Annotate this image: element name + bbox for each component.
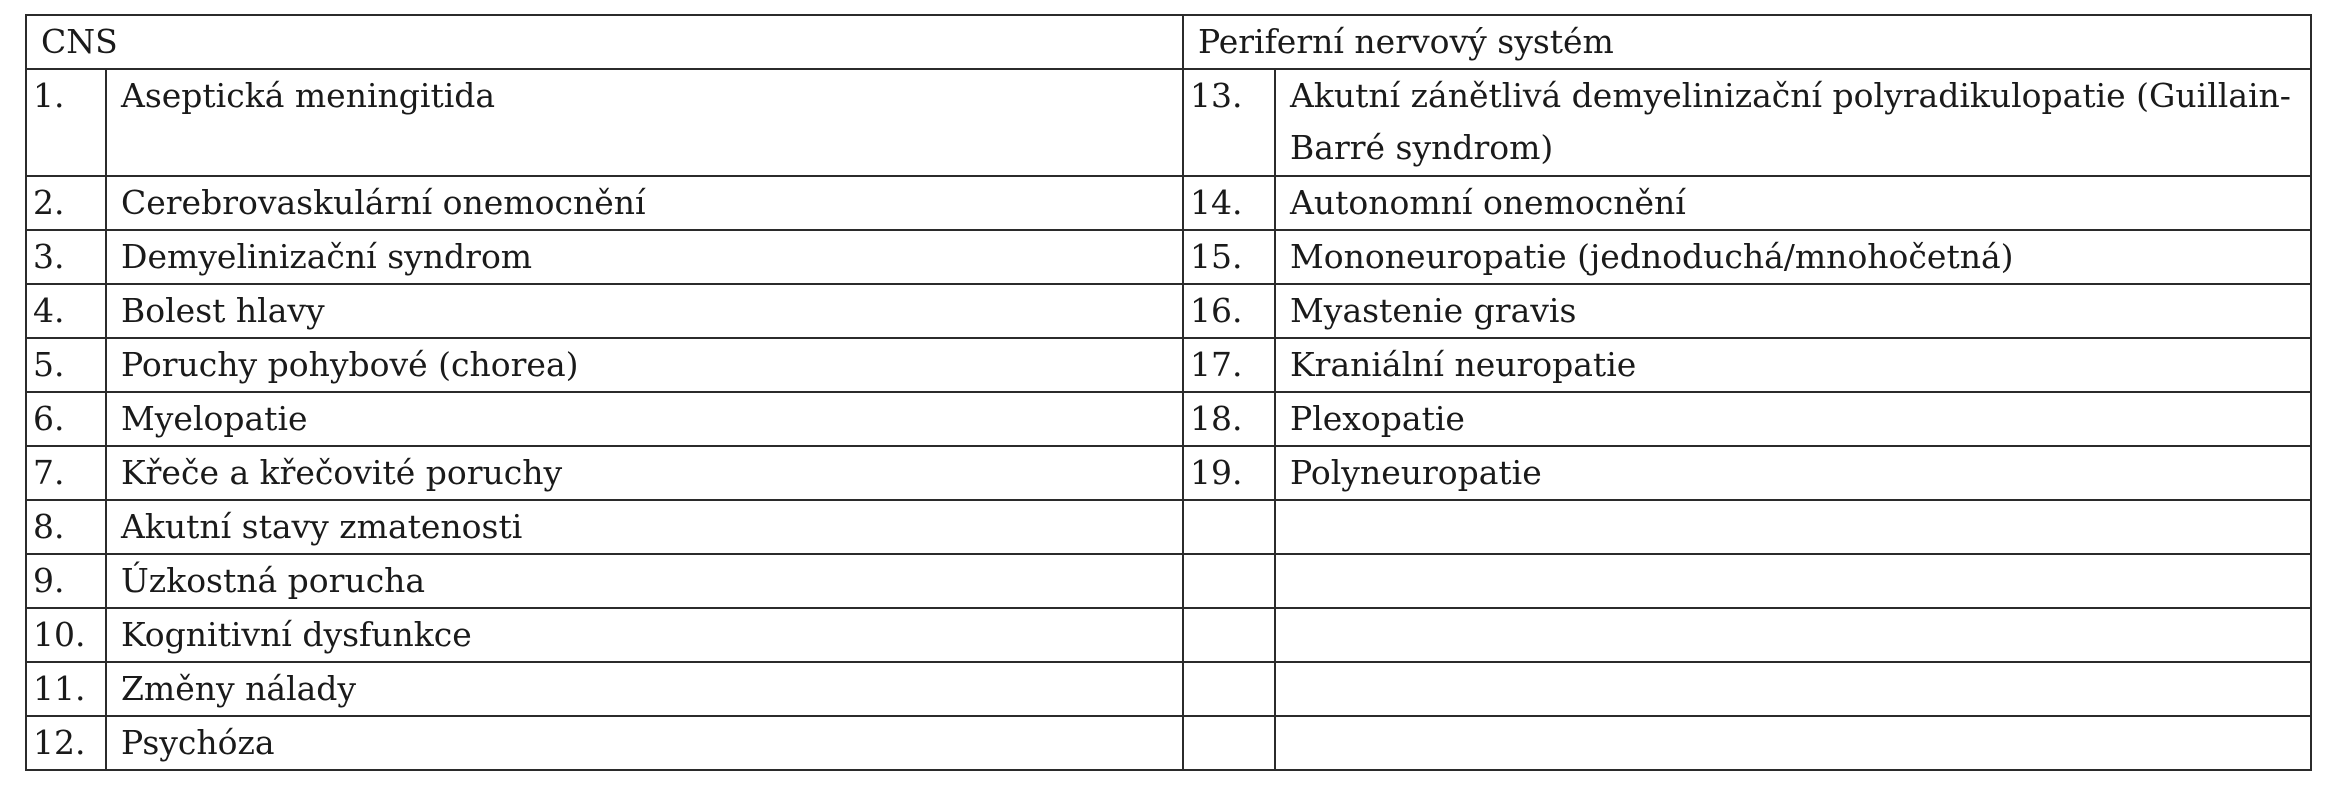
left-item-number: 10.: [26, 608, 106, 662]
left-item-number: 1.: [26, 69, 106, 176]
left-item-text: Bolest hlavy: [106, 284, 1183, 338]
right-item-text: Plexopatie: [1275, 392, 2311, 446]
classification-table: [25, 14, 2312, 771]
table-row: [26, 662, 2311, 716]
right-item-number: 14.: [1183, 176, 1275, 230]
table-row: [26, 446, 2311, 500]
table-row: [26, 608, 2311, 662]
left-item-text: Úzkostná porucha: [106, 554, 1183, 608]
header-peripheral-nervous-system: Periferní nervový systém: [1183, 15, 2311, 69]
left-item-text: Myelopatie: [106, 392, 1183, 446]
left-item-number: 9.: [26, 554, 106, 608]
left-item-text: Cerebrovaskulární onemocnění: [106, 176, 1183, 230]
left-item-number: 11.: [26, 662, 106, 716]
right-item-text: Akutní zánětlivá demyelinizační polyradikulopatie (Guillain-Barré syndrom): [1275, 69, 2311, 176]
left-item-text: Demyelinizační syndrom: [106, 230, 1183, 284]
right-item-number: 18.: [1183, 392, 1275, 446]
right-item-number: 13.: [1183, 69, 1275, 176]
right-item-text: [1275, 608, 2311, 662]
left-item-number: 8.: [26, 500, 106, 554]
left-item-text: Psychóza: [106, 716, 1183, 770]
right-item-number: 16.: [1183, 284, 1275, 338]
right-item-number: [1183, 608, 1275, 662]
table-row: [26, 500, 2311, 554]
left-item-number: 3.: [26, 230, 106, 284]
right-item-text: Myastenie gravis: [1275, 284, 2311, 338]
right-item-number: [1183, 500, 1275, 554]
table-row: [26, 69, 2311, 176]
right-item-text: [1275, 500, 2311, 554]
right-item-text: [1275, 554, 2311, 608]
right-item-text: Mononeuropatie (jednoduchá/mnohočetná): [1275, 230, 2311, 284]
right-item-number: [1183, 554, 1275, 608]
left-item-number: 2.: [26, 176, 106, 230]
left-item-text: Akutní stavy zmatenosti: [106, 500, 1183, 554]
right-item-number: 15.: [1183, 230, 1275, 284]
table-row: [26, 716, 2311, 770]
left-item-number: 6.: [26, 392, 106, 446]
right-item-number: 19.: [1183, 446, 1275, 500]
left-item-text: Aseptická meningitida: [106, 69, 1183, 176]
left-item-text: Křeče a křečovité poruchy: [106, 446, 1183, 500]
table-row: [26, 176, 2311, 230]
table-row: [26, 284, 2311, 338]
table-row: [26, 230, 2311, 284]
right-item-text: [1275, 662, 2311, 716]
right-item-number: [1183, 716, 1275, 770]
right-item-number: [1183, 662, 1275, 716]
left-item-text: Kognitivní dysfunkce: [106, 608, 1183, 662]
right-item-number: 17.: [1183, 338, 1275, 392]
table-row: [26, 338, 2311, 392]
right-item-text: Kraniální neuropatie: [1275, 338, 2311, 392]
left-item-text: Změny nálady: [106, 662, 1183, 716]
header-cns: CNS: [26, 15, 1183, 69]
table-row: [26, 554, 2311, 608]
left-item-text: Poruchy pohybové (chorea): [106, 338, 1183, 392]
left-item-number: 7.: [26, 446, 106, 500]
left-item-number: 5.: [26, 338, 106, 392]
table-header-row: [26, 15, 2311, 69]
right-item-text: Polyneuropatie: [1275, 446, 2311, 500]
table-row: [26, 392, 2311, 446]
left-item-number: 4.: [26, 284, 106, 338]
left-item-number: 12.: [26, 716, 106, 770]
right-item-text: Autonomní onemocnění: [1275, 176, 2311, 230]
right-item-text: [1275, 716, 2311, 770]
